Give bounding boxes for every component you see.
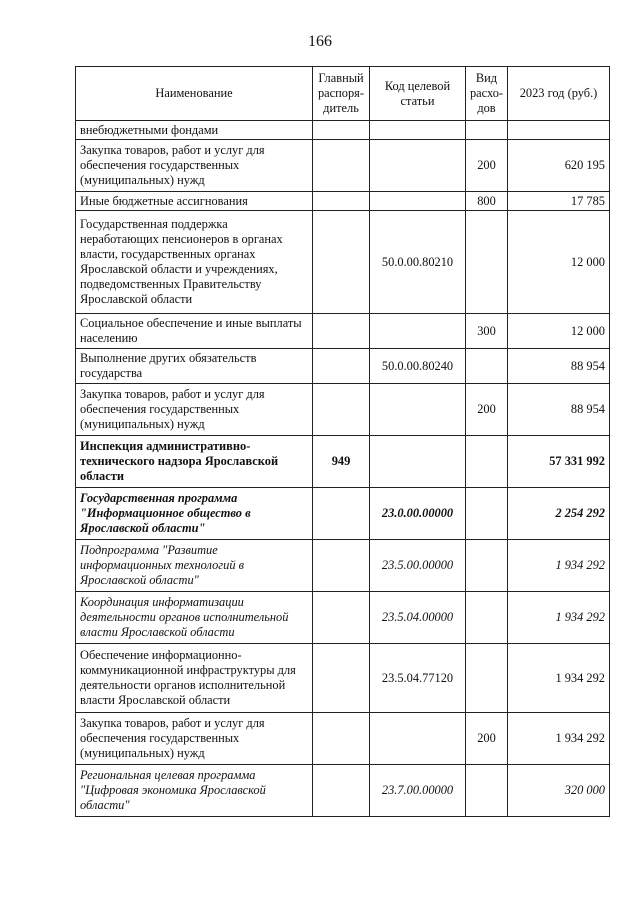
cell-code [370,384,466,436]
table-row [76,349,610,384]
cell-vid [466,540,508,592]
cell-vid: 200 [466,140,508,192]
table-row [76,121,610,140]
cell-name: Инспекция административно-технического надзора Ярославской области [76,436,313,488]
header-code: Код целевой статьи [370,67,466,121]
table-row [76,765,610,817]
cell-admin [313,192,370,211]
cell-name: внебюджетными фондами [76,121,313,140]
table-row [76,644,610,713]
header-name: Наименование [76,67,313,121]
cell-admin [313,540,370,592]
cell-vid: 200 [466,384,508,436]
cell-name: Координация информатизации деятельности органов исполнительной власти Ярославской области [76,592,313,644]
cell-vid: 800 [466,192,508,211]
cell-code: 23.5.04.77120 [370,644,466,713]
table-header-row [76,67,610,121]
cell-code: 23.5.04.00000 [370,592,466,644]
cell-name: Государственная поддержка неработающих пенсионеров в органах власти, государственных органах Ярославской области и учреждениях, подведомственных Правительству Ярославской области [76,211,313,314]
cell-vid [466,436,508,488]
table-row [76,384,610,436]
header-vid: Вид расхо-дов [466,67,508,121]
cell-code: 50.0.00.80240 [370,349,466,384]
table-row [76,192,610,211]
cell-vid [466,644,508,713]
cell-code [370,713,466,765]
cell-admin [313,765,370,817]
cell-vid [466,765,508,817]
cell-vid: 200 [466,713,508,765]
page-number: 166 [308,33,332,50]
cell-amount: 1 934 292 [508,713,610,765]
cell-admin [313,314,370,349]
cell-amount: 88 954 [508,349,610,384]
cell-vid: 300 [466,314,508,349]
cell-code: 50.0.00.80210 [370,211,466,314]
cell-name: Обеспечение информационно-коммуникационной инфраструктуры для деятельности органов исполнительной власти Ярославской области [76,644,313,713]
cell-amount: 1 934 292 [508,540,610,592]
cell-name: Выполнение других обязательств государства [76,349,313,384]
cell-amount: 320 000 [508,765,610,817]
cell-admin [313,644,370,713]
cell-code: 23.7.00.00000 [370,765,466,817]
cell-admin: 949 [313,436,370,488]
cell-admin [313,211,370,314]
cell-code [370,192,466,211]
cell-vid [466,211,508,314]
cell-admin [313,592,370,644]
cell-amount: 2 254 292 [508,488,610,540]
cell-code [370,314,466,349]
table-body [76,121,610,817]
cell-amount: 620 195 [508,140,610,192]
cell-admin [313,121,370,140]
cell-amount: 1 934 292 [508,644,610,713]
header-amount: 2023 год (руб.) [508,67,610,121]
cell-vid [466,592,508,644]
cell-admin [313,488,370,540]
cell-admin [313,140,370,192]
table-row [76,314,610,349]
budget-table [75,66,610,817]
cell-amount [508,121,610,140]
cell-amount: 1 934 292 [508,592,610,644]
table-row [76,140,610,192]
cell-name: Закупка товаров, работ и услуг для обеспечения государственных (муниципальных) нужд [76,384,313,436]
table-row [76,211,610,314]
cell-code [370,436,466,488]
table-row [76,713,610,765]
cell-name: Закупка товаров, работ и услуг для обеспечения государственных (муниципальных) нужд [76,140,313,192]
cell-code [370,121,466,140]
cell-name: Закупка товаров, работ и услуг для обеспечения государственных (муниципальных) нужд [76,713,313,765]
table-row [76,436,610,488]
header-admin: Главный распоря-дитель [313,67,370,121]
cell-amount: 57 331 992 [508,436,610,488]
cell-name: Региональная целевая программа "Цифровая экономика Ярославской области" [76,765,313,817]
cell-vid [466,121,508,140]
cell-vid [466,349,508,384]
cell-name: Подпрограмма "Развитие информационных технологий в Ярославской области" [76,540,313,592]
cell-name: Социальное обеспечение и иные выплаты населению [76,314,313,349]
table-row [76,540,610,592]
cell-vid [466,488,508,540]
table-row [76,488,610,540]
cell-code [370,140,466,192]
cell-amount: 17 785 [508,192,610,211]
cell-amount: 88 954 [508,384,610,436]
cell-amount: 12 000 [508,211,610,314]
cell-code: 23.5.00.00000 [370,540,466,592]
cell-admin [313,713,370,765]
cell-admin [313,384,370,436]
cell-name: Иные бюджетные ассигнования [76,192,313,211]
cell-name: Государственная программа "Информационное общество в Ярославской области" [76,488,313,540]
cell-code: 23.0.00.00000 [370,488,466,540]
cell-amount: 12 000 [508,314,610,349]
cell-admin [313,349,370,384]
table-row [76,592,610,644]
